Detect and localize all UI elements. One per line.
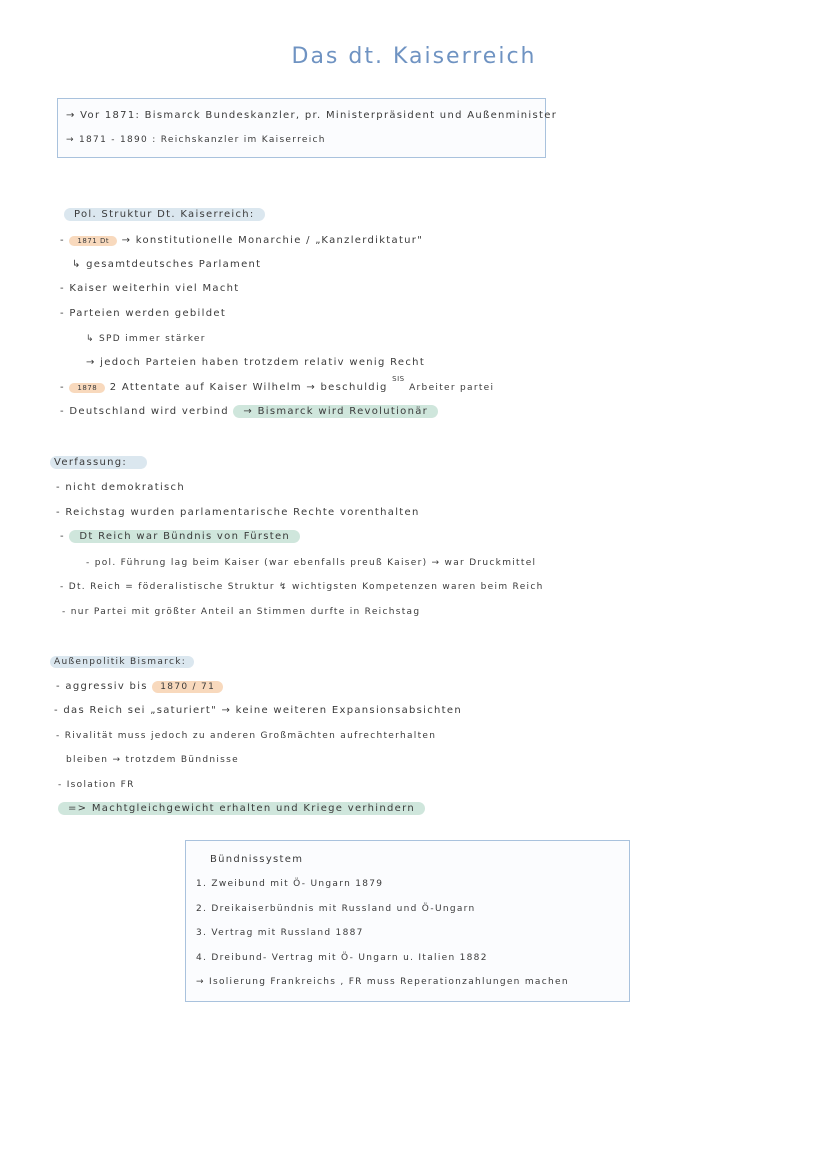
verfassung-line-3-dash: - — [60, 531, 65, 542]
politik-line-1-text: → konstitutionelle Monarchie / „Kanzlerdiktatur" — [121, 235, 424, 246]
politik-line-8 — [60, 405, 438, 419]
aussen-line-6 — [58, 802, 425, 816]
politik-line-8-highlight: → Bismarck wird Revolutionär — [233, 405, 438, 418]
politik-heading — [64, 208, 265, 222]
aussen-heading-text: Außenpolitik Bismarck: — [50, 656, 194, 668]
page-title: Das dt. Kaiserreich — [291, 44, 537, 69]
politik-line-7-end: Arbeiter partei — [409, 383, 495, 393]
politik-heading-text: Pol. Struktur Dt. Kaiserreich: — [64, 208, 265, 221]
buendnis-heading: Bündnissystem — [210, 854, 304, 865]
politik-line-8-text: - Deutschland wird verbind — [60, 406, 229, 417]
politik-line-1-dash: - — [60, 235, 65, 246]
politik-line-1-year: 1871 Dt — [69, 236, 117, 246]
buendnis-line-1: 1. Zweibund mit Ö- Ungarn 1879 — [196, 879, 384, 889]
aussen-line-5: - Isolation FR — [58, 780, 135, 790]
verfassung-line-1: - nicht demokratisch — [56, 482, 185, 493]
aussen-line-2: - das Reich sei „saturiert" → keine weiteren Expansionsabsichten — [54, 705, 462, 716]
aussen-line-4: bleiben → trotzdem Bündnisse — [66, 755, 239, 765]
buendnis-line-5: → Isolierung Frankreichs , FR muss Reperationzahlungen machen — [196, 977, 569, 987]
aussen-line-1-text: - aggressiv bis — [56, 681, 148, 692]
verfassung-line-5: - Dt. Reich = föderalistische Struktur ↯ wichtigsten Kompetenzen waren beim Reich — [60, 582, 544, 592]
buendnis-line-4: 4. Dreibund- Vertrag mit Ö- Ungarn u. Italien 1882 — [196, 953, 488, 963]
intro-line-2: → 1871 - 1890 : Reichskanzler im Kaiserreich — [66, 135, 326, 145]
verfassung-line-3-highlight: Dt Reich war Bündnis von Fürsten — [69, 530, 300, 543]
verfassung-line-3 — [60, 530, 300, 544]
aussen-line-3: - Rivalität muss jedoch zu anderen Großmächten aufrechterhalten — [56, 731, 437, 741]
buendnis-line-3: 3. Vertrag mit Russland 1887 — [196, 928, 364, 938]
politik-line-7-text: 2 Attentate auf Kaiser Wilhelm → beschuldig — [109, 382, 388, 393]
politik-line-1 — [60, 234, 423, 248]
verfassung-line-6: - nur Partei mit größter Anteil an Stimmen durfte in Reichstag — [62, 607, 421, 617]
politik-line-6: → jedoch Parteien haben trotzdem relativ wenig Recht — [86, 357, 426, 368]
politik-line-7-sup: SIS — [392, 375, 405, 383]
politik-line-7-year: 1878 — [69, 383, 105, 393]
politik-line-4: - Parteien werden gebildet — [60, 308, 227, 319]
aussen-line-1-year: 1870 / 71 — [152, 681, 223, 693]
verfassung-heading — [50, 456, 147, 470]
verfassung-heading-text: Verfassung: — [50, 456, 147, 469]
verfassung-line-2: - Reichstag wurden parlamentarische Rechte vorenthalten — [56, 507, 420, 518]
aussen-heading — [50, 655, 194, 669]
buendnis-line-2: 2. Dreikaiserbündnis mit Russland und Ö-Ungarn — [196, 904, 476, 914]
verfassung-line-4: - pol. Führung lag beim Kaiser (war ebenfalls preuß Kaiser) → war Druckmittel — [86, 558, 537, 568]
intro-line-1: → Vor 1871: Bismarck Bundeskanzler, pr. Ministerpräsident und Außenminister — [66, 110, 558, 121]
aussen-line-1 — [56, 680, 223, 694]
politik-line-3: - Kaiser weiterhin viel Macht — [60, 283, 240, 294]
buendnis-box — [185, 840, 630, 1002]
politik-line-7 — [60, 375, 495, 395]
intro-box — [57, 98, 558, 158]
aussen-line-6-highlight: => Machtgleichgewicht erhalten und Kriege verhindern — [58, 802, 425, 815]
politik-line-7-dash: - — [60, 382, 65, 393]
politik-line-5: ↳ SPD immer stärker — [86, 334, 206, 344]
politik-line-2: ↳ gesamtdeutsches Parlament — [72, 259, 262, 270]
